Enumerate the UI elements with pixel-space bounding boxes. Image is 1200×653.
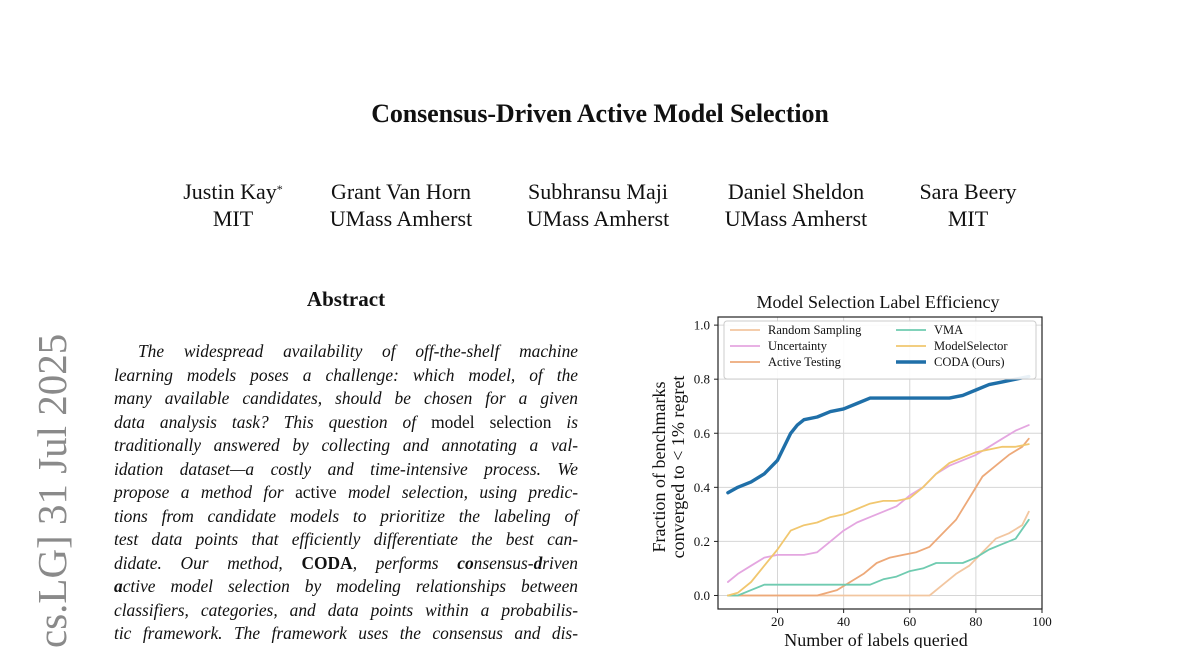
abstract-line: The widespread availability of off-the-shelf machine [138, 341, 578, 361]
legend-label: VMA [934, 323, 964, 337]
chart-title: Model Selection Label Efficiency [756, 292, 1000, 312]
abstract-line: classifiers, categories, and data points within a probabilis- [114, 599, 578, 620]
y-axis-label: Fraction of benchmarks [649, 381, 669, 553]
author-name: Daniel Sheldon [727, 179, 865, 204]
abstract-line: propose a method for active model selection, using predic- [114, 482, 579, 502]
series-line-3 [728, 520, 1029, 596]
author [868, 178, 1068, 232]
x-tick-label: 40 [837, 614, 851, 629]
series-line-1 [728, 425, 1029, 582]
author [696, 178, 896, 232]
author [301, 178, 501, 232]
abstract-heading: Abstract [306, 287, 386, 311]
y-tick-label: 0.8 [693, 371, 710, 387]
abstract-line: active model selection by modeling relationships between [114, 576, 578, 596]
abstract-line: tions from candidate models to prioritize the labeling of [114, 505, 578, 526]
y-tick-label: 0.0 [693, 587, 710, 603]
x-tick-label: 20 [771, 614, 785, 629]
author-affiliation: UMass Amherst [724, 206, 868, 231]
abstract-line: data analysis task? This question of model selection is [114, 411, 578, 432]
x-tick-label: 100 [1032, 614, 1052, 629]
abstract-line: test data points that efficiently differentiate the best can- [114, 529, 578, 549]
y-tick-label: 0.4 [693, 479, 710, 495]
x-tick-label: 60 [903, 614, 917, 629]
legend-label: Uncertainty [768, 339, 828, 353]
author-affiliation: UMass Amherst [329, 206, 473, 231]
author-affiliation: MIT [212, 206, 254, 231]
abstract-line: didate. Our method, CODA, performs consensus-driven [114, 552, 578, 573]
author-name: Sara Beery [919, 179, 1017, 204]
author-affiliation: UMass Amherst [526, 206, 670, 231]
y-tick-label: 0.2 [693, 533, 710, 549]
y-axis-label: converged to < 1% regret [668, 375, 688, 559]
author [498, 178, 698, 232]
chart [640, 288, 1060, 648]
author-name: Subhransu Maji [528, 179, 668, 204]
y-tick-label: 1.0 [693, 317, 710, 333]
abstract-line: learning models poses a challenge: which model, of the [114, 364, 578, 385]
series-line-2 [728, 439, 1029, 596]
x-axis-label: Number of labels queried [784, 630, 968, 648]
legend-label: CODA (Ours) [934, 355, 1005, 369]
author-name: Justin Kay* [183, 179, 283, 204]
arxiv-stamp: cs.LG] 31 Jul 2025 [29, 333, 75, 648]
abstract-body [114, 340, 578, 646]
legend-label: ModelSelector [934, 339, 1008, 353]
paper-title: Consensus-Driven Active Model Selection [371, 99, 829, 128]
x-tick-label: 80 [969, 614, 983, 629]
legend-label: Active Testing [768, 355, 841, 369]
author-name: Grant Van Horn [330, 179, 472, 204]
y-tick-label: 0.6 [693, 425, 710, 441]
abstract-line: idation dataset—a costly and time-intensive process. We [114, 458, 578, 479]
abstract-line: many available candidates, should be chosen for a given [114, 388, 578, 408]
abstract-line: tic framework. The framework uses the consensus and dis- [114, 623, 578, 643]
author-footnote-mark: * [276, 182, 283, 196]
chart-svg [640, 288, 1060, 648]
author-affiliation: MIT [947, 206, 989, 231]
legend [724, 321, 1036, 379]
abstract-line: traditionally answered by collecting and annotating a val- [114, 435, 578, 455]
legend-label: Random Sampling [768, 323, 862, 337]
